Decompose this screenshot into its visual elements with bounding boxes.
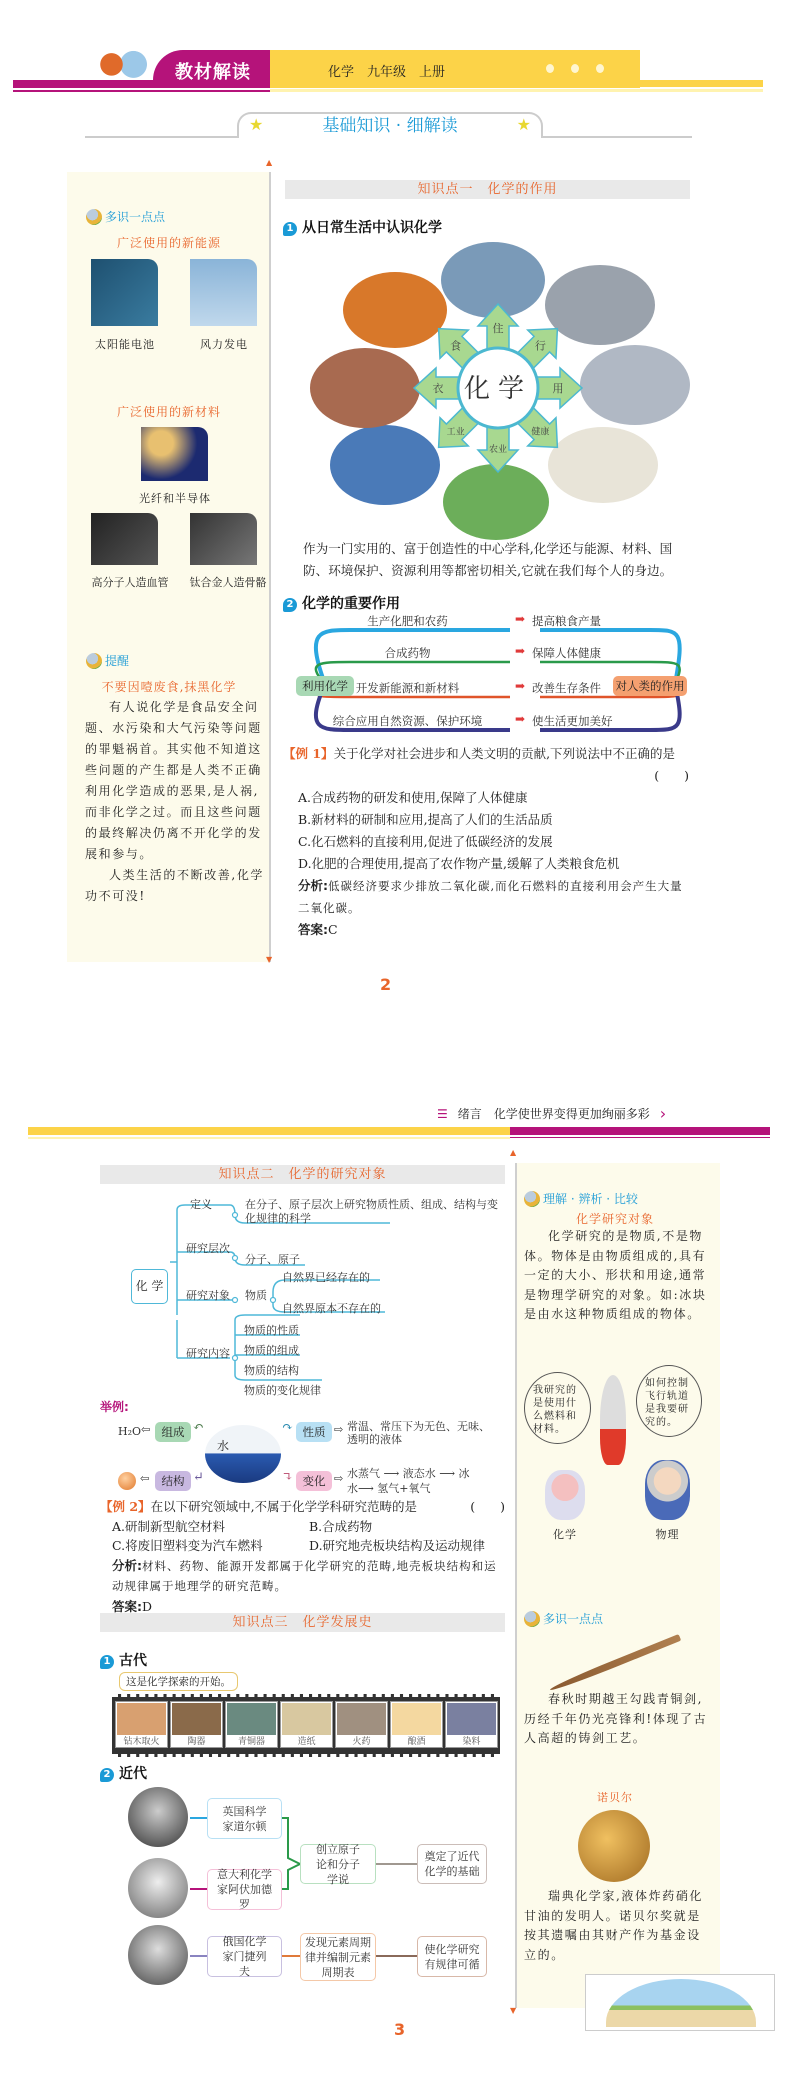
subsection-2-heading: 2 化学的重要作用: [283, 593, 400, 613]
rocket-illustration: [600, 1375, 626, 1465]
wind-turbine-image: [190, 259, 257, 326]
curved-arrow-icon: ↴: [282, 1470, 293, 1485]
hub-label: 住: [492, 322, 504, 335]
hub-center-label: 化学: [463, 374, 533, 404]
compare-title: 化学研究对象: [575, 1212, 654, 1226]
hub-label: 工业: [446, 427, 465, 438]
arrow-right-icon: ➡: [515, 644, 526, 658]
periodic-law-box: 发现元素周期律并编制元素周期表: [300, 1933, 376, 1981]
optical-fiber-image: [141, 427, 208, 481]
branch-label: 定义: [190, 1198, 212, 1211]
option: D.化肥的合理使用,提高了农作物产量,缓解了人类粮食危机: [298, 856, 620, 871]
branch-label: 研究对象: [186, 1289, 230, 1302]
answer-bracket: ( ): [470, 1499, 505, 1514]
answer-bracket: ( ): [654, 768, 689, 783]
branch-label: 研究层次: [186, 1242, 230, 1255]
ancient-heading: 1 古代: [100, 1650, 147, 1670]
energy-title: 广泛使用的新能源: [116, 236, 221, 250]
tip-heading-more-p3: 多识一点点: [524, 1610, 603, 1627]
examples-heading: 举例:: [100, 1400, 129, 1414]
example-2: 【例 2】在以下研究领域中,不属于化学学科研究范畴的是 ( ) A.研制新型航空材料 B.合成药物 C.将废旧塑料变为汽车燃料 D.研究地壳板块结构及运动规律 分析:材料、药物、能源开发都属于化学研究的范畴,地壳板块结构和运动规律属于地理学的研究范畴。 答案:D: [100, 1499, 505, 1614]
arrow-right-icon: ➡: [515, 679, 526, 693]
hub-label: 农业: [488, 445, 508, 455]
avogadro-box: 意大利化学家阿伏加德罗: [207, 1869, 282, 1910]
tip-heading-reminder: 提醒: [86, 652, 129, 669]
dalton-portrait: [128, 1787, 188, 1847]
chapter-nav[interactable]: [437, 1104, 666, 1123]
pills-image: [548, 427, 658, 503]
mendeleev-portrait: [128, 1925, 188, 1985]
hub-label: 健康: [531, 427, 550, 438]
mascot-icon: [86, 653, 102, 669]
property-box: 性质: [296, 1422, 332, 1442]
example-1: 【例 1】关于化学对社会进步和人类文明的贡献,下列说法中不正确的是 ( ) A.合成药物的研发和使用,保障了人体健康 B.新材料的研制和应用,提高了人们的生活品质 C.化石燃料的直接利用,促进了低碳经济的发展 D.化肥的合理使用,提高了农作物产量,缓解了人类粮食危机 分析:低碳经济要求少排放二氧化碳,而化石燃料的直接利用会产生大量二氧化碳。 答案:C: [283, 743, 693, 941]
fertilizer-image: [443, 464, 549, 540]
reminder-text: 有人说化学是食品安全问题、水污染和大气污染等问题的罪魁祸首。其实他不知道这些问题的产生都是人类不正确利用化学造成的恶果,是人祸,而非化学之过。而且这些问题的最终解决仍离不开化学的发展和参与。 人类生活的不断改善,化学功不可没!: [85, 700, 265, 903]
nobel-text: 瑞典化学家,液体炸药硝化甘油的发明人。诺贝尔奖就是按其遗嘱由其财产作为基金设立的。: [524, 1889, 704, 1962]
nobel-medal-image: [578, 1810, 650, 1882]
frame-image: [447, 1703, 496, 1735]
sidebar-bottom-marker: ▼: [266, 955, 273, 964]
atomic-theory-box: 创立原子论和分子学说: [300, 1844, 376, 1884]
knowledge-point-1-title: 知识点一 化学的作用: [285, 180, 690, 199]
mascot-icon: [524, 1191, 540, 1207]
material-title: 广泛使用的新材料: [116, 405, 221, 419]
landscape-image: [585, 1974, 775, 2031]
film-strip: [112, 1694, 500, 1757]
subsection-1-heading: 1 从日常生活中认识化学: [283, 217, 442, 237]
artificial-vessel-image: [91, 513, 158, 565]
film-frame: 青铜器: [225, 1701, 278, 1748]
section-banner-title: 基础知识 · 细解读: [322, 116, 458, 136]
water-formula: H₂O: [118, 1425, 142, 1438]
film-frame: 酿酒: [390, 1701, 443, 1748]
chemistry-label: 化学: [553, 1528, 577, 1541]
page-number: 2: [380, 975, 392, 994]
composition-box: 组成: [155, 1422, 191, 1442]
branch-label: 研究内容: [186, 1347, 230, 1360]
building-image: [441, 242, 545, 318]
caption: 光纤和半导体: [139, 492, 211, 505]
chapter-title: 绪言 化学使世界变得更加绚丽多彩: [457, 1107, 650, 1121]
change-box: 变化: [296, 1471, 332, 1491]
role-cause: 开发新能源和新材料: [355, 681, 460, 695]
use-chemistry-box: 利用化学: [296, 676, 354, 696]
caption: 太阳能电池: [95, 338, 155, 351]
option: A.合成药物的研发和使用,保障了人体健康: [298, 790, 528, 805]
speech-bubble-ancient: 这是化学探索的开始。: [119, 1672, 238, 1691]
physics-label: 物理: [655, 1528, 680, 1541]
hub-label: 食: [450, 339, 462, 353]
header-subtitle: 化学 九年级 上册: [328, 65, 446, 80]
foundation-box: 奠定了近代化学的基础: [417, 1844, 487, 1884]
film-frame: 造纸: [280, 1701, 333, 1748]
factory-image: [330, 425, 440, 505]
caption: 风力发电: [200, 338, 248, 351]
tip-heading-more: 多识一点点: [86, 208, 165, 225]
content-item: 物质的变化规律: [244, 1384, 321, 1397]
header-title: 教材解读: [175, 62, 251, 83]
solar-panel-image: [91, 259, 158, 326]
role-cause: 综合应用自然资源、保护环境: [332, 714, 483, 728]
compare-text: 化学研究的是物质,不是物体。物体是由物质组成的,具有一定的大小、形状和用途,通常是物理学研究的对象。如:冰块是由水这种物质组成的物体。: [524, 1229, 707, 1321]
list-icon: ☰: [437, 1106, 448, 1121]
option: B.新材料的研制和应用,提高了人们的生活品质: [298, 812, 553, 827]
speech-bubble-physics: 如何控制飞行轨道是我要研究的。: [636, 1365, 702, 1437]
property-text: 常温、常压下为无色、无味、透明的液体: [347, 1420, 490, 1446]
frame-image: [282, 1703, 331, 1735]
nobel-title: 诺贝尔: [597, 1791, 633, 1804]
option: D.研究地壳板块结构及运动规律: [309, 1538, 486, 1553]
molecule-icon: [118, 1472, 136, 1490]
option: C.将废旧塑料变为汽车燃料: [112, 1538, 263, 1553]
curved-arrow-icon: ↵: [193, 1470, 204, 1485]
page-header: [13, 48, 763, 93]
sidebar-bottom-marker: ▼: [510, 2006, 517, 2015]
frame-image: [117, 1703, 166, 1735]
frame-image: [392, 1703, 441, 1735]
sidebar-top-marker: ▲: [266, 158, 273, 167]
reminder-title: 不要因噎废食,抹黑化学: [101, 680, 237, 694]
knowledge-point-3-title: 知识点三 化学发展史: [100, 1613, 505, 1632]
star-icon: ★: [516, 115, 531, 134]
content-item: 物质的结构: [244, 1364, 299, 1377]
tip-heading-compare: 理解 · 辨析 · 比较: [524, 1190, 638, 1207]
change-text: 水蒸气 ⟶ 液态水 ⟶ 冰: [347, 1467, 470, 1480]
arrow-right-icon: ➡: [515, 712, 526, 726]
role-effect: 提高粮食产量: [532, 614, 601, 628]
structure-box: 结构: [155, 1471, 191, 1491]
option: C.化石燃料的直接利用,促进了低碳经济的发展: [298, 834, 553, 849]
sidebar-top-marker: ▲: [510, 1148, 517, 1157]
role-cause: 生产化肥和农药: [367, 614, 448, 628]
arrow-left-icon: ⇦: [140, 1472, 150, 1485]
object-item: 自然界已经存在的: [282, 1271, 370, 1284]
mindmap-root: 化 学: [131, 1269, 168, 1304]
section-banner: [237, 112, 543, 138]
arrow-right-icon: ➡: [515, 612, 526, 626]
mascot-icon: [524, 1611, 540, 1627]
curved-arrow-icon: ↷: [282, 1420, 293, 1435]
dalton-box: 英国科学家道尔顿: [207, 1798, 282, 1839]
content-item: 物质的性质: [244, 1324, 299, 1337]
mascot-icon: [86, 209, 102, 225]
film-frame: 火药: [335, 1701, 388, 1748]
titanium-bone-image: [190, 513, 257, 565]
chevron-right-icon[interactable]: ›: [659, 1104, 667, 1123]
film-frame: 钻木取火: [115, 1701, 168, 1748]
role-effect: 改善生存条件: [532, 681, 601, 695]
physicist-cartoon: [645, 1460, 690, 1520]
caption: 高分子人造血管: [91, 576, 169, 589]
frame-image: [337, 1703, 386, 1735]
avogadro-portrait: [128, 1858, 188, 1918]
change-text: 水⟶ 氢气+氧气: [347, 1482, 431, 1495]
option: B.合成药物: [309, 1518, 373, 1534]
arrow-right-icon: ⇨: [334, 1423, 344, 1436]
level-text: 分子、原子: [245, 1253, 300, 1266]
decor-dots: [546, 64, 604, 73]
chemistry-hub-diagram: [280, 240, 700, 540]
mendeleev-box: 俄国化学家门捷列夫: [207, 1936, 282, 1977]
role-cause: 合成药物: [384, 646, 431, 660]
clothing-image: [310, 348, 420, 428]
chemist-cartoon: [545, 1470, 585, 1520]
human-effect-box: 对人类的作用: [613, 676, 687, 696]
definition-text: 在分子、原子层次上研究物质性质、组成、结构与变化规律的科学: [245, 1198, 498, 1225]
regularity-box: 使化学研究有规律可循: [417, 1936, 487, 1977]
intro-paragraph: 作为一门实用的、富于创造性的中心学科,化学还与能源、材料、国防、环境保护、资源利用等都密切相关,它就在我们每个人的身边。: [303, 541, 673, 578]
curved-arrow-icon: ↶: [193, 1420, 204, 1435]
frame-image: [227, 1703, 276, 1735]
water-label: 水: [217, 1439, 230, 1453]
hub-label: 用: [552, 382, 564, 395]
modern-heading: 2 近代: [100, 1763, 147, 1783]
train-image: [545, 265, 655, 345]
arrow-right-icon: ⇨: [334, 1472, 344, 1485]
role-effect: 保障人体健康: [532, 646, 601, 660]
content-item: 物质的组成: [244, 1344, 299, 1357]
object-item: 自然界原本不存在的: [282, 1302, 381, 1315]
film-frame: 染料: [445, 1701, 498, 1748]
page-number: 3: [394, 2020, 406, 2039]
food-image: [343, 272, 447, 348]
products-image: [580, 345, 690, 425]
star-icon: ★: [249, 115, 264, 134]
water-image: [205, 1425, 281, 1483]
role-effect: 使生活更加美好: [532, 714, 613, 728]
speech-bubble-chemistry: 我研究的是使用什么燃料和材料。: [524, 1372, 591, 1444]
hub-label: 衣: [432, 382, 444, 395]
knowledge-point-2-title: 知识点二 化学的研究对象: [100, 1165, 505, 1184]
arrow-left-icon: ⇦: [141, 1423, 151, 1436]
film-frame: 陶器: [170, 1701, 223, 1748]
frame-image: [172, 1703, 221, 1735]
option: A.研制新型航空材料: [112, 1518, 226, 1534]
sword-text: 春秋时期越王勾践青铜剑,历经千年仍光亮锋利!体现了古人高超的铸剑工艺。: [524, 1692, 708, 1745]
caption: 钛合金人造骨骼: [189, 576, 267, 589]
hub-label: 行: [534, 339, 546, 353]
object-text: 物质: [245, 1289, 267, 1302]
